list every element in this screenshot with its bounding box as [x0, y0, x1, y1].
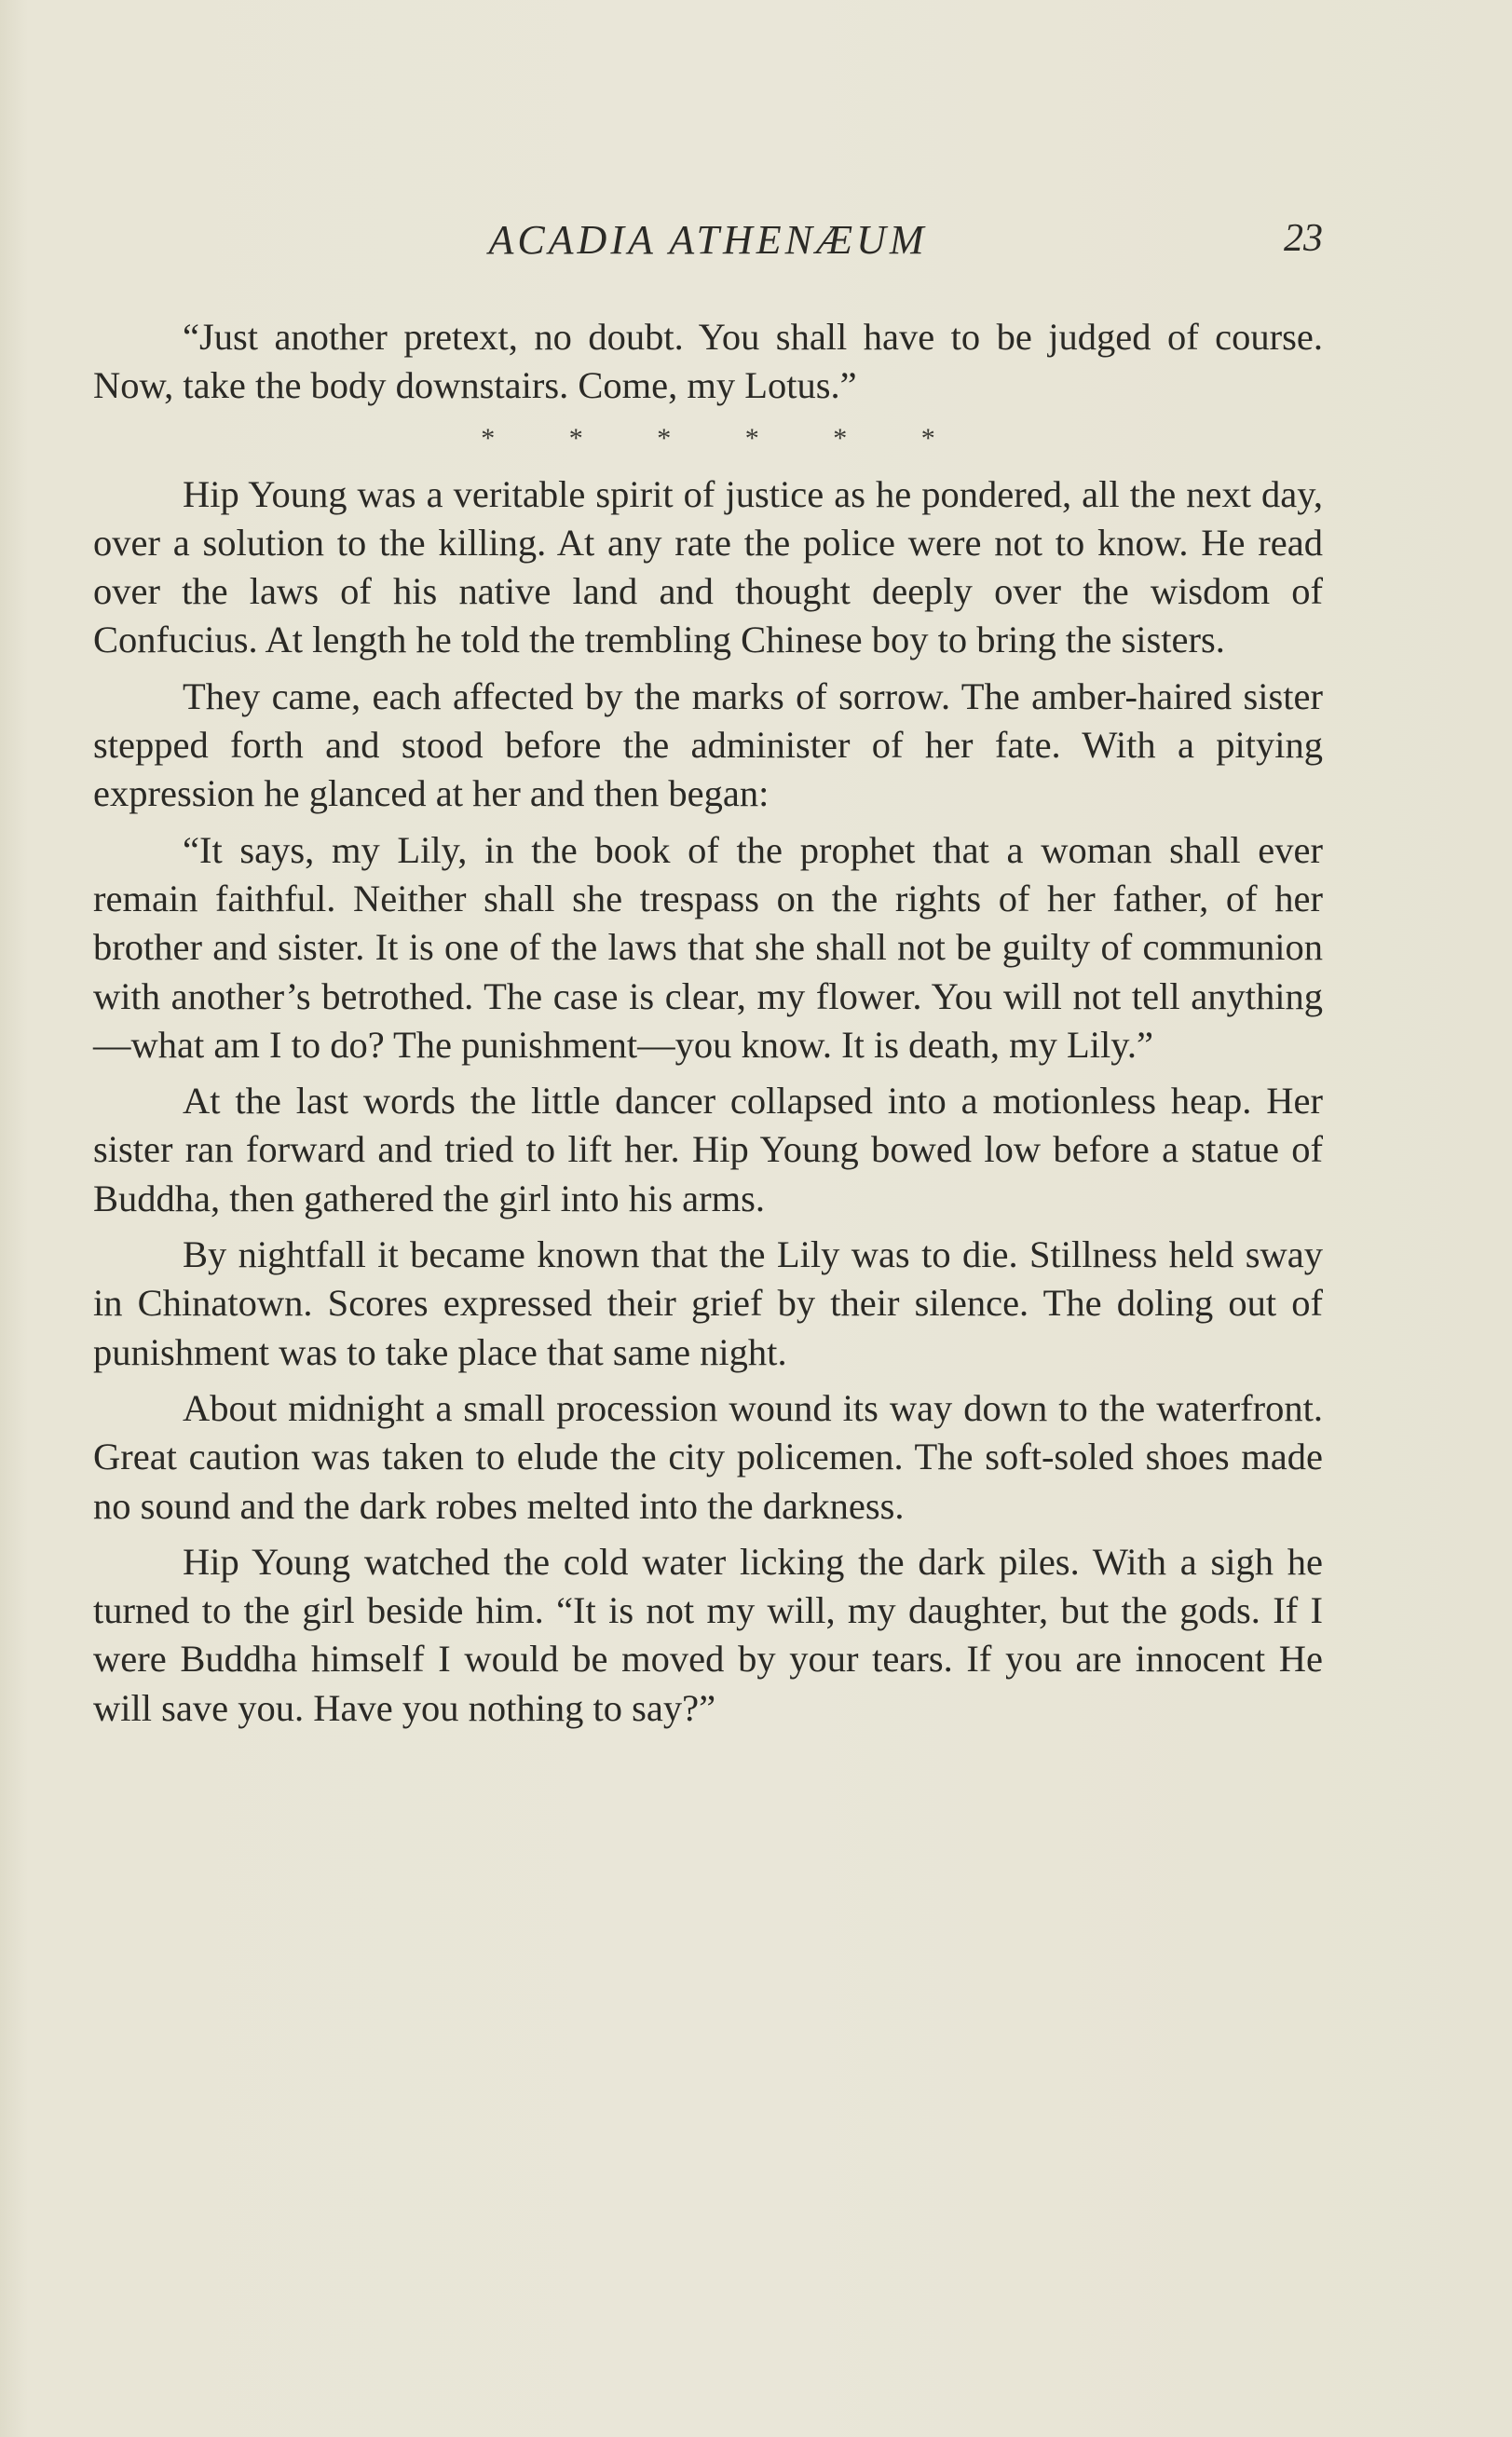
paragraph: “Just another pretext, no doubt. You shall have to be judged of course. Now, take the body downstairs. Come, my Lotus.”	[93, 316, 1323, 407]
paragraph: By nightfall it became known that the Lily was to die. Stillness held sway in Chinatown. Scores expressed their grief by their silence. The doling out of punishment was to take place that same night.	[93, 1233, 1323, 1373]
paragraph: About midnight a small procession wound its way down to the waterfront. Great caution was taken to elude the city policemen. The soft-soled shoes made no sound and the dark robes melted into the darkness.	[93, 1386, 1323, 1527]
running-title: ACADIA ATHENÆUM	[488, 217, 928, 263]
paragraph: Hip Young was a veritable spirit of justice as he pondered, all the next day, over a solution to the killing. At any rate the police were not to know. He read over the laws of his native land and thought deeply over the wisdom of Confucius. At length he told the trembling Chinese boy to bring the sisters.	[93, 472, 1323, 661]
paragraph: They came, each affected by the marks of sorrow. The amber-haired sister stepped forth and stood before the administer of her fate. With a pitying expression he glanced at her and then began:	[93, 674, 1323, 815]
paragraph: “It says, my Lily, in the book of the prophet that a woman shall ever remain faithful. Neither shall she trespass on the rights of her father, of her brother and sister. It is one of the laws that she shall not be guilty of communion with another’s betrothed. The case is clear, my flower. You will not tell anything—what am I to do? The punishment—you know. It is death, my Lily.”	[93, 828, 1323, 1066]
page-header	[93, 216, 1323, 272]
page-number: 23	[1284, 217, 1323, 260]
section-break: * * * * * *	[481, 422, 969, 454]
body-text	[93, 313, 1323, 1733]
paragraph: At the last words the little dancer collapsed into a motionless heap. Her sister ran forward and tried to lift her. Hip Young bowed low before a statue of Buddha, then gathered the girl into his arms.	[93, 1080, 1323, 1219]
paragraph: Hip Young watched the cold water licking the dark piles. With a sigh he turned to the girl beside him. “It is not my will, my daughter, but the gods. If I were Buddha himself I would be moved by your tears. If you are innocent He will save you. Have you nothing to say?”	[93, 1540, 1323, 1729]
